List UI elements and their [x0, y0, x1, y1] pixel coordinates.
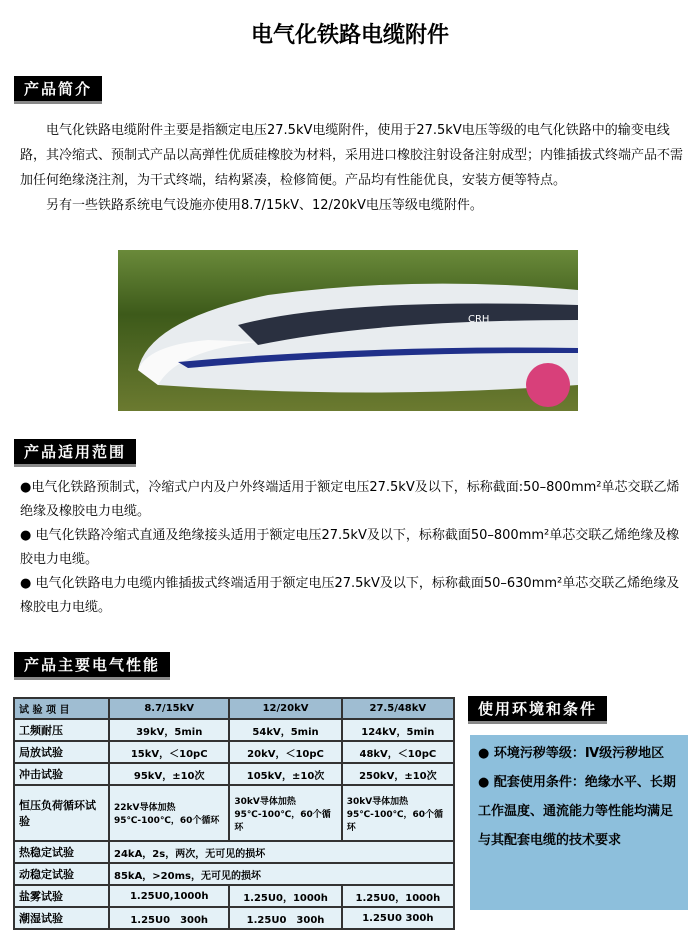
scope-item: ● 电气化铁路电力电缆内锥插拔式终端适用于额定电压27.5kV及以下，标称截面50–630mm²单芯交联乙烯绝缘及橡胶电力电缆。 — [20, 576, 680, 615]
cell: 15kV，＜10pC — [109, 741, 229, 763]
cell: 热稳定试验 — [14, 841, 109, 863]
section-perf-heading: 产品主要电气性能 — [14, 652, 170, 680]
cell: 85kA，>20ms，无可见的损坏 — [109, 863, 454, 885]
table-row — [14, 719, 454, 741]
cell: 1.25U0 300h — [109, 907, 229, 929]
table-row — [14, 841, 454, 863]
cell: 95kV，±10次 — [109, 763, 229, 785]
header-cell: 27.5/48kV — [342, 698, 454, 719]
table-header-row — [14, 698, 454, 719]
cell: 1.25U0,1000h — [109, 885, 229, 907]
cell: 20kV，＜10pC — [229, 741, 341, 763]
cell: 1.25U0，1000h — [342, 885, 454, 907]
cell: 30kV导体加热95℃-100℃，60个循环 — [229, 785, 341, 841]
scope-item: ● 电气化铁路冷缩式直通及绝缘接头适用于额定电压27.5kV及以下，标称截面50–800mm²单芯交联乙烯绝缘及橡胶电力电缆。 — [20, 528, 680, 567]
env-panel — [470, 735, 688, 910]
intro-paragraph: 另有一些铁路系统电气设施亦使用8.7/15kV、12/20kV电压等级电缆附件。 — [46, 198, 483, 213]
intro-paragraph: 电气化铁路电缆附件主要是指额定电压27.5kV电缆附件，使用于27.5kV电压等级的电气化铁路中的输变电线路，其冷缩式、预制式产品以高弹性优质硅橡胶为材料，采用进口橡胶注射设备注射成型；内锥插拔式终端产品不需加任何绝缘浇注剂，为干式终端，结构紧凑，检修简便。产品均有性能优良，安装方便等特点。 — [20, 123, 684, 188]
cell: 1.25U0 300h — [229, 907, 341, 929]
cell: 39kV，5min — [109, 719, 229, 741]
header-cell: 8.7/15kV — [109, 698, 229, 719]
table-row — [14, 863, 454, 885]
cell: 恒压负荷循环试验 — [14, 785, 109, 841]
cell: 1.25U0 300h — [342, 907, 454, 929]
cell: 124kV，5min — [342, 719, 454, 741]
cell: 动稳定试验 — [14, 863, 109, 885]
cell: 潮湿试验 — [14, 907, 109, 929]
cell: 1.25U0，1000h — [229, 885, 341, 907]
section-intro-heading: 产品简介 — [14, 76, 102, 104]
section-scope-heading: 产品适用范围 — [14, 439, 136, 467]
cell: 250kV，±10次 — [342, 763, 454, 785]
cell: 冲击试验 — [14, 763, 109, 785]
env-item: ● 配套使用条件：绝缘水平、长期工作温度、通流能力等性能均满足与其配套电缆的技术要求 — [478, 775, 676, 848]
cell: 105kV，±10次 — [229, 763, 341, 785]
header-cell: 试 验 项 目 — [14, 698, 109, 719]
table-row — [14, 907, 454, 929]
cell: 48kV，＜10pC — [342, 741, 454, 763]
page-title: 电气化铁路电缆附件 — [250, 23, 449, 48]
train-logo: CRH — [468, 314, 490, 325]
header-cell: 12/20kV — [229, 698, 341, 719]
table-row — [14, 785, 454, 841]
cell: 盐雾试验 — [14, 885, 109, 907]
table-row — [14, 763, 454, 785]
env-item: ● 环境污秽等级：Ⅳ级污秽地区 — [478, 746, 665, 761]
scope-item: ●电气化铁路预制式，冷缩式户内及户外终端适用于额定电压27.5kV及以下，标称截面:50–800mm²单芯交联乙烯绝缘及橡胶电力电缆。 — [20, 480, 680, 519]
scope-text — [20, 476, 690, 620]
section-env-heading: 使用环境和条件 — [468, 696, 607, 724]
intro-text — [20, 118, 690, 218]
cell: 工频耐压 — [14, 719, 109, 741]
train-image — [118, 250, 578, 411]
table-row — [14, 885, 454, 907]
cell: 30kV导体加热95℃-100℃，60个循环 — [342, 785, 454, 841]
cell: 局放试验 — [14, 741, 109, 763]
table-row — [14, 741, 454, 763]
cell: 24kA，2s，两次，无可见的损坏 — [109, 841, 454, 863]
cell: 54kV，5min — [229, 719, 341, 741]
performance-table — [13, 697, 455, 930]
cell: 22kV导体加热95℃-100℃，60个循环 — [109, 785, 229, 841]
